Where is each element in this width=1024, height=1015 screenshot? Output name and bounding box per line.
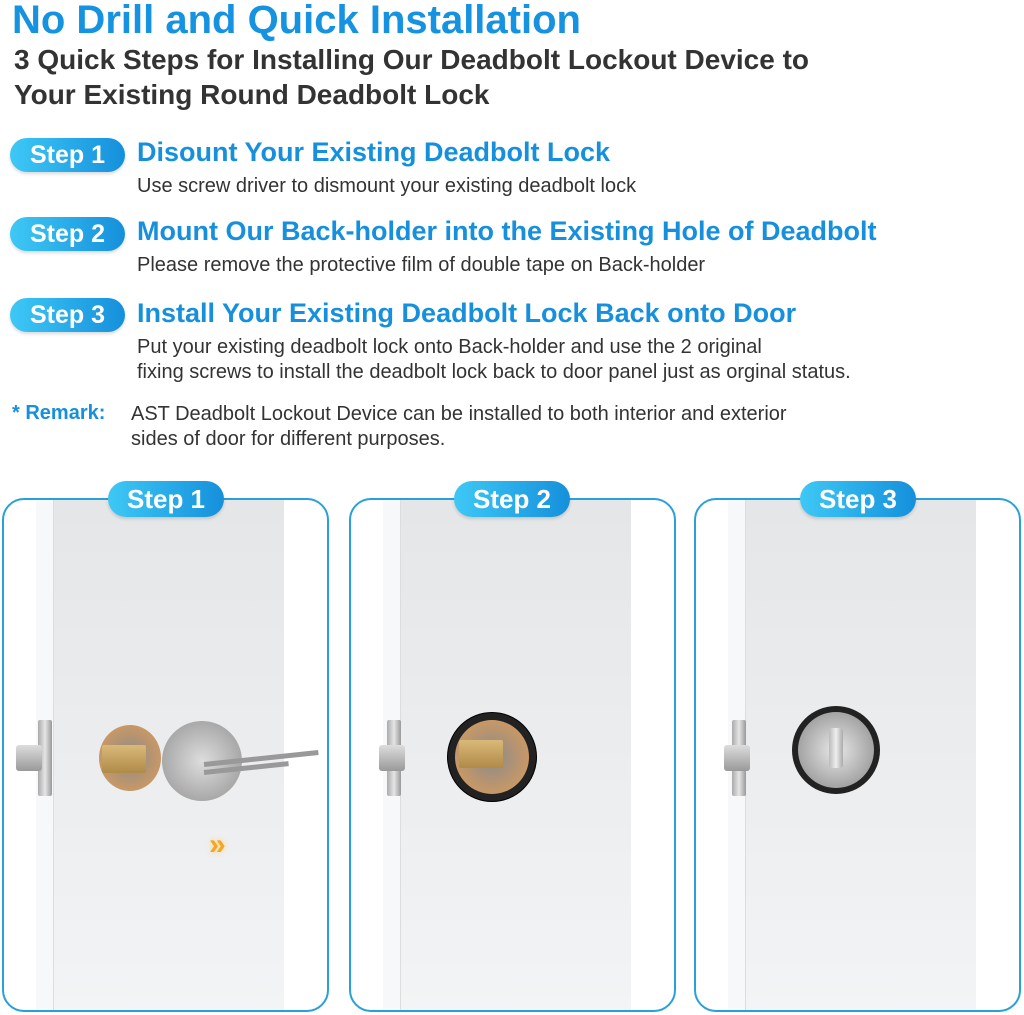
subtitle-line-1: 3 Quick Steps for Installing Our Deadbolt Lockout Device to (14, 44, 810, 75)
step-3-desc-line-1: Put your existing deadbolt lock onto Back-holder and use the 2 original (137, 336, 762, 358)
step-3-badge: Step 3 (10, 298, 125, 332)
latch-bolt (16, 745, 42, 771)
subtitle-line-2: Your Existing Round Deadbolt Lock (14, 79, 490, 110)
brass-latch-icon (102, 745, 146, 773)
step-3-desc-line-2: fixing screws to install the deadbolt lock back to door panel just as orginal status. (137, 361, 851, 383)
step-1-panel (2, 498, 329, 1012)
thumb-turn (829, 728, 843, 768)
page-title: No Drill and Quick Installation (12, 0, 581, 42)
step-3-panel (694, 498, 1021, 1012)
latch-bolt (724, 745, 750, 771)
panel-3-badge: Step 3 (800, 481, 916, 517)
panel-1-badge: Step 1 (108, 481, 224, 517)
latch-bolt (379, 745, 405, 771)
brass-latch-icon (459, 740, 503, 768)
step-2-badge: Step 2 (10, 217, 125, 251)
remark-label: * Remark: (12, 402, 106, 424)
panel-2-badge: Step 2 (454, 481, 570, 517)
step-2-panel (349, 498, 676, 1012)
remark-line-1: AST Deadbolt Lockout Device can be installed to both interior and exterior (131, 403, 787, 425)
step-1-desc: Use screw driver to dismount your existing deadbolt lock (137, 175, 637, 197)
step-3-heading: Install Your Existing Deadbolt Lock Back onto Door (137, 298, 797, 328)
step-1-badge: Step 1 (10, 138, 125, 172)
step-1-heading: Disount Your Existing Deadbolt Lock (137, 137, 611, 167)
step-2-desc: Please remove the protective film of double tape on Back-holder (137, 254, 706, 276)
remark-line-2: sides of door for different purposes. (131, 428, 446, 450)
step-2-heading: Mount Our Back-holder into the Existing Hole of Deadbolt (137, 216, 877, 246)
arrow-icon: » (209, 828, 226, 861)
